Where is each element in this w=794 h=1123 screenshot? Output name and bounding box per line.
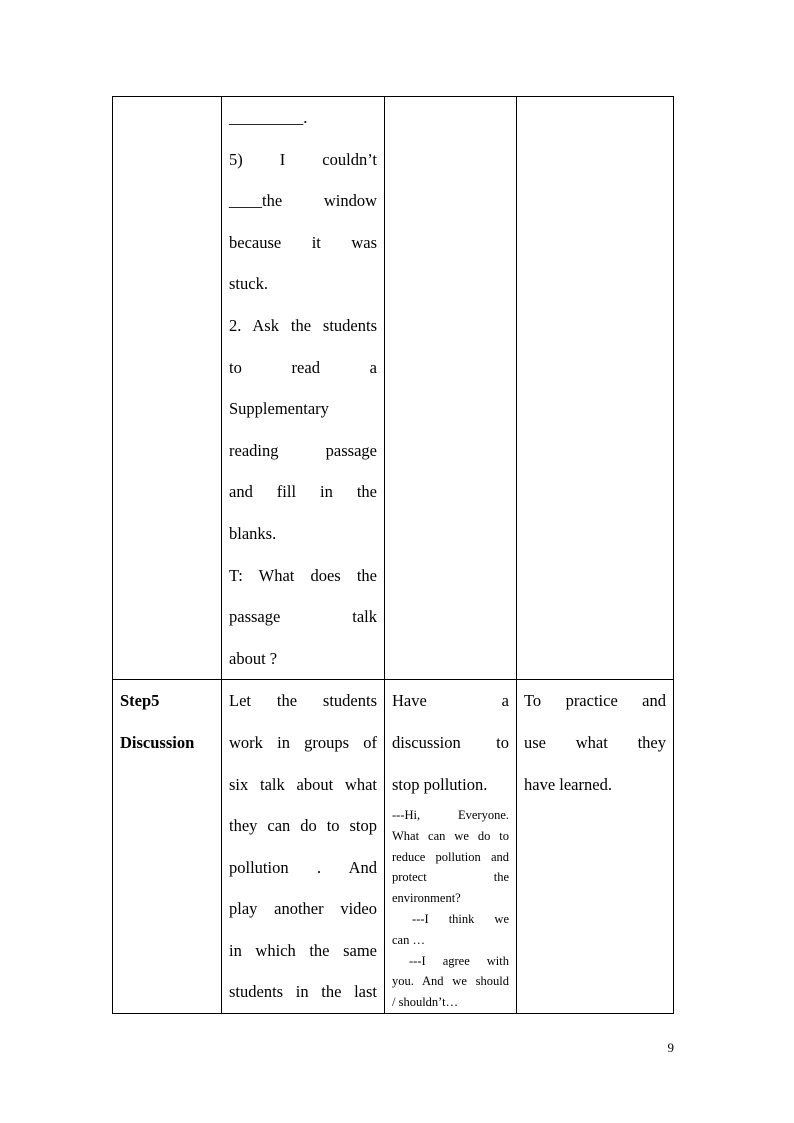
dialog-line: you. And we should bbox=[392, 974, 509, 989]
dialog-line: / shouldn’t… bbox=[392, 995, 459, 1010]
student-activity-cell bbox=[385, 680, 517, 1014]
teacher-activity-cell bbox=[222, 97, 385, 680]
text-line: work in groups of bbox=[229, 732, 377, 752]
text-line: play another video bbox=[229, 899, 377, 919]
teacher-activity-cell bbox=[222, 680, 385, 1014]
table-row bbox=[113, 97, 674, 680]
text-line: because it was bbox=[229, 232, 377, 252]
text-line: Have a bbox=[392, 691, 509, 711]
student-activity-cell bbox=[385, 97, 517, 680]
text-line: about ? bbox=[229, 648, 278, 668]
step-name: Discussion bbox=[120, 732, 195, 752]
text-line: blanks. bbox=[229, 523, 277, 543]
lesson-plan-table bbox=[112, 96, 674, 1014]
text-line: reading passage bbox=[229, 440, 377, 460]
dialog-example bbox=[392, 805, 509, 1013]
text-line: students in the last bbox=[229, 982, 377, 1002]
dialog-line: What can we do to bbox=[392, 828, 509, 843]
dialog-line: protect the bbox=[392, 870, 509, 885]
text-line: stuck. bbox=[229, 274, 268, 294]
text-line: 2. Ask the students bbox=[229, 315, 377, 335]
page-number: 9 bbox=[667, 1040, 674, 1055]
text-line: T: What does the bbox=[229, 565, 377, 585]
text-line: and fill in the bbox=[229, 482, 377, 502]
text-line: ____the window bbox=[229, 191, 377, 211]
table-row bbox=[113, 680, 674, 1014]
text-line: Supplementary bbox=[229, 399, 329, 419]
dialog-line: can … bbox=[392, 932, 425, 947]
text-line: they can do to stop bbox=[229, 816, 377, 836]
text-line: 5) I couldn’t bbox=[229, 149, 377, 169]
step-cell bbox=[113, 680, 222, 1014]
text-line: in which the same bbox=[229, 940, 377, 960]
dialog-line: environment? bbox=[392, 891, 461, 906]
text-line: To practice and bbox=[524, 691, 666, 711]
dialog-line: reduce pollution and bbox=[392, 849, 509, 864]
text-line: _________. bbox=[229, 108, 308, 127]
text-line: have learned. bbox=[524, 774, 612, 794]
purpose-cell bbox=[517, 97, 674, 680]
text-line: use what they bbox=[524, 732, 666, 752]
step-title: Step5 bbox=[120, 691, 160, 711]
text-line: pollution . And bbox=[229, 857, 377, 877]
text-line: passage talk bbox=[229, 607, 377, 627]
dialog-line: ---I think we bbox=[392, 912, 509, 927]
dialog-line: ---Hi, Everyone. bbox=[392, 808, 509, 823]
text-line: six talk about what bbox=[229, 774, 377, 794]
text-line: stop pollution. bbox=[392, 774, 488, 794]
text-line: Let the students bbox=[229, 691, 377, 711]
dialog-line: ---I agree with bbox=[392, 953, 509, 968]
step-cell bbox=[113, 97, 222, 680]
text-line: discussion to bbox=[392, 732, 509, 752]
text-line: to read a bbox=[229, 357, 377, 377]
purpose-cell bbox=[517, 680, 674, 1014]
